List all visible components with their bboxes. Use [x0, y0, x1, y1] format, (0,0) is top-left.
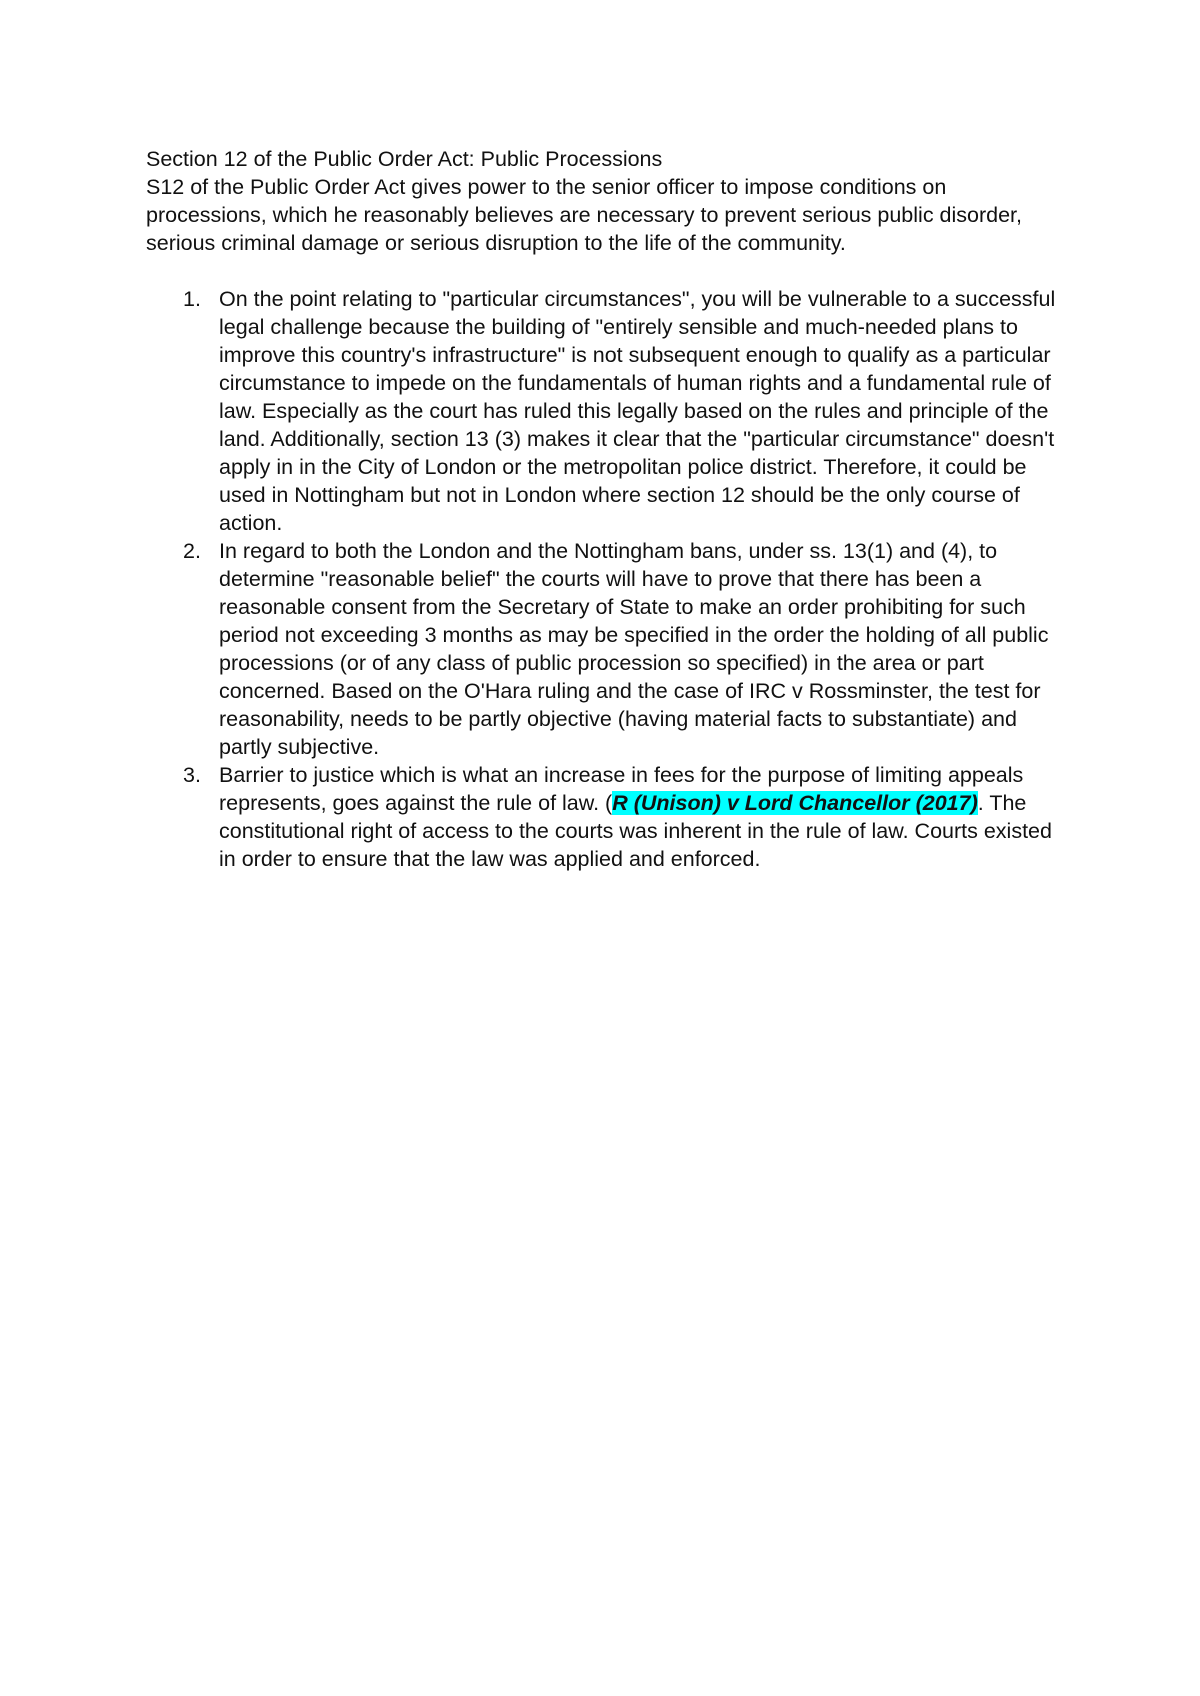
list-item-text-before: Barrier to justice which is what an increase in fees for the purpose of limiting appeals represents, goes against the rule of law. (: [219, 763, 1024, 815]
intro-paragraph: S12 of the Public Order Act gives power to the senior officer to impose conditions on processions, which he reasonably believes are necessary to prevent serious public disorder, serious criminal damage or serious disruption to the life of the community.: [146, 175, 1022, 255]
list-item-text: In regard to both the London and the Nottingham bans, under ss. 13(1) and (4), to determine "reasonable belief" the courts will have to prove that there has been a reasonable consent from the Secretary of State to make an order prohibiting for such period not exceeding 3 months as may be specified in the order the holding of all public processions (or of any class of public procession so specified) in the area or part concerned. Based on the O'Hara ruling and the case of IRC v Rossminster, the test for reasonability, needs to be partly objective (having material facts to substantiate) and partly subjective.: [219, 539, 1049, 759]
numbered-list: [146, 285, 1066, 873]
list-number: 3.: [183, 763, 201, 787]
document-title: Section 12 of the Public Order Act: Public Processions: [146, 147, 663, 171]
list-number: 1.: [183, 287, 201, 311]
list-number: 2.: [183, 539, 201, 563]
list-item: [146, 761, 1066, 873]
list-item-text-after: . The constitutional right of access to the courts was inherent in the rule of law. Courts existed in order to ensure that the law was applied and enforced.: [219, 791, 1052, 871]
list-item: [146, 285, 1066, 537]
document-body: [146, 145, 1066, 873]
list-item-text: On the point relating to "particular circumstances", you will be vulnerable to a successful legal challenge because the building of "entirely sensible and much-needed plans to improve this country's infrastructure" is not subsequent enough to qualify as a particular circumstance to impede on the fundamentals of human rights and a fundamental rule of law. Especially as the court has ruled this legally based on the rules and principle of the land. Additionally, section 13 (3) makes it clear that the "particular circumstance" doesn't apply in in the City of London or the metropolitan police district. Therefore, it could be used in Nottingham but not in London where section 12 should be the only course of action.: [219, 287, 1056, 535]
list-item: [146, 537, 1066, 761]
case-citation-highlight: R (Unison) v Lord Chancellor (2017): [612, 791, 978, 815]
